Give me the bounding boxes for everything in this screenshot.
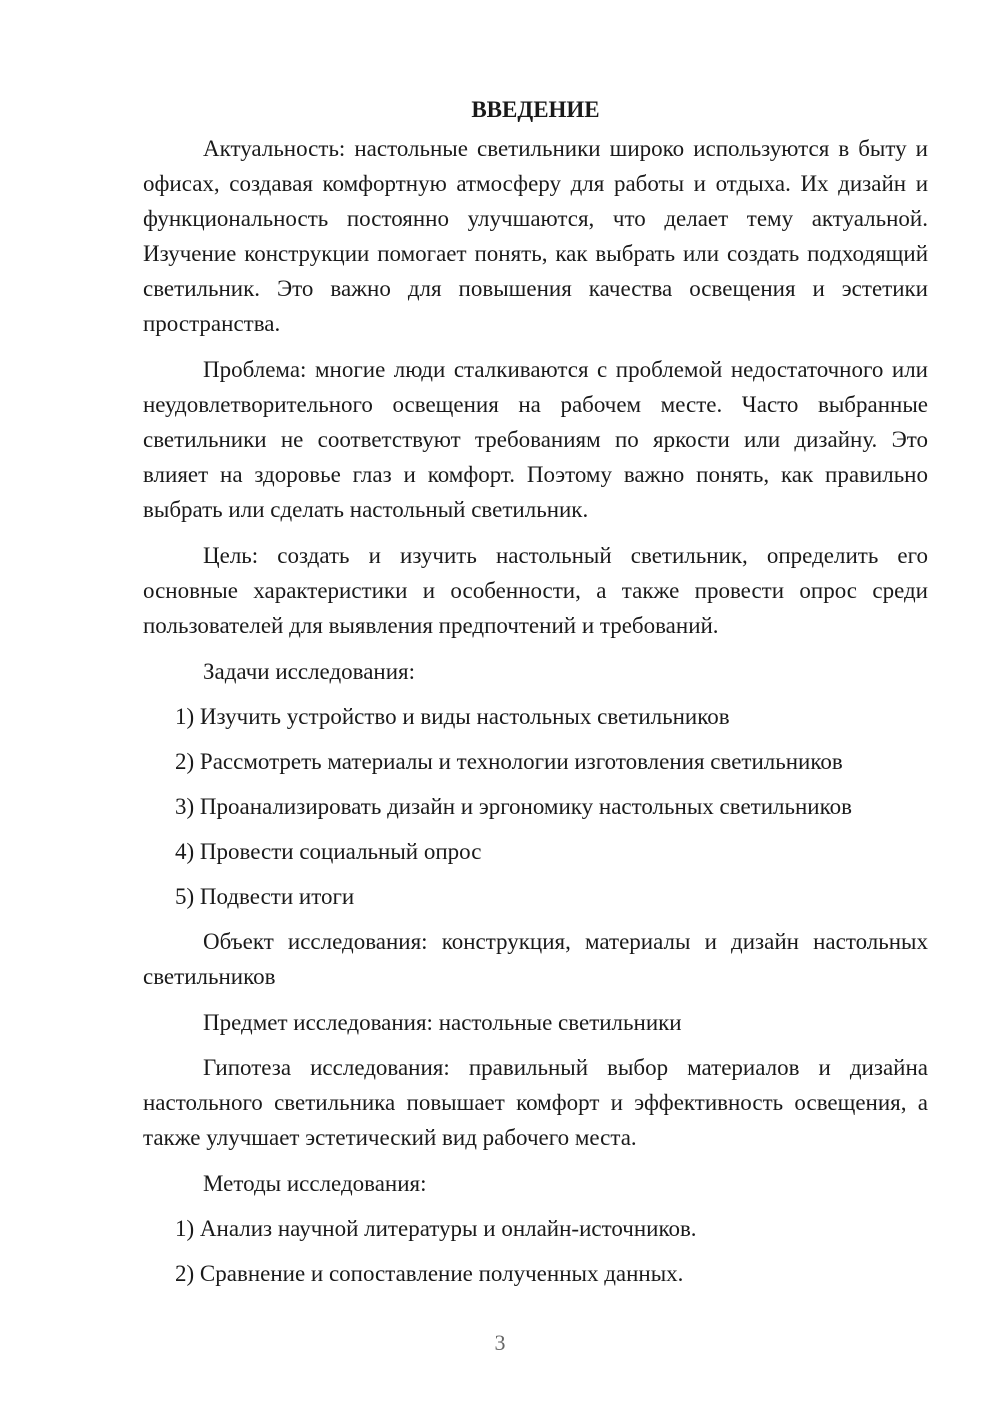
list-item: 4) Провести социальный опрос — [175, 839, 482, 864]
methods-list — [143, 1211, 928, 1291]
list-item: 2) Сравнение и сопоставление полученных данных. — [175, 1261, 684, 1286]
list-item: 5) Подвести итоги — [175, 884, 355, 909]
tasks-list — [143, 699, 928, 914]
section-title: ВВЕДЕНИЕ — [471, 97, 600, 122]
page-number: 3 — [494, 1330, 506, 1355]
page-content — [143, 92, 928, 1301]
list-item: 1) Изучить устройство и виды настольных светильников — [175, 704, 730, 729]
tasks-heading: Задачи исследования: — [203, 659, 416, 684]
list-item: 1) Анализ научной литературы и онлайн-источников. — [175, 1216, 697, 1241]
hypothesis-paragraph: Гипотеза исследования: правильный выбор материалов и дизайна настольного светильника повышает комфорт и эффективность освещения, а также улучшает эстетический вид рабочего места. — [143, 1055, 928, 1150]
methods-heading: Методы исследования: — [203, 1171, 427, 1196]
goal-paragraph: Цель: создать и изучить настольный светильник, определить его основные характеристики и особенности, а также провести опрос среди пользователей для выявления предпочтений и требований. — [143, 543, 928, 638]
subject-paragraph: Предмет исследования: настольные светильники — [203, 1010, 682, 1035]
list-item: 3) Проанализировать дизайн и эргономику настольных светильников — [175, 794, 852, 819]
object-paragraph: Объект исследования: конструкция, материалы и дизайн настольных светильников — [143, 929, 928, 989]
relevance-paragraph: Актуальность: настольные светильники широко используются в быту и офисах, создавая комфортную атмосферу для работы и отдыха. Их дизайн и функциональность постоянно улучшаются, что делает тему актуальной. Изучение конструкции помогает понять, как выбрать или создать подходящий светильник. Это важно для повышения качества освещения и эстетики пространства. — [143, 136, 928, 336]
problem-paragraph: Проблема: многие люди сталкиваются с проблемой недостаточного или неудовлетворительного освещения на рабочем месте. Часто выбранные светильники не соответствуют требованиям по яркости или дизайну. Это влияет на здоровье глаз и комфорт. Поэтому важно понять, как правильно выбрать или сделать настольный светильник. — [143, 357, 928, 522]
list-item: 2) Рассмотреть материалы и технологии изготовления светильников — [175, 749, 843, 774]
